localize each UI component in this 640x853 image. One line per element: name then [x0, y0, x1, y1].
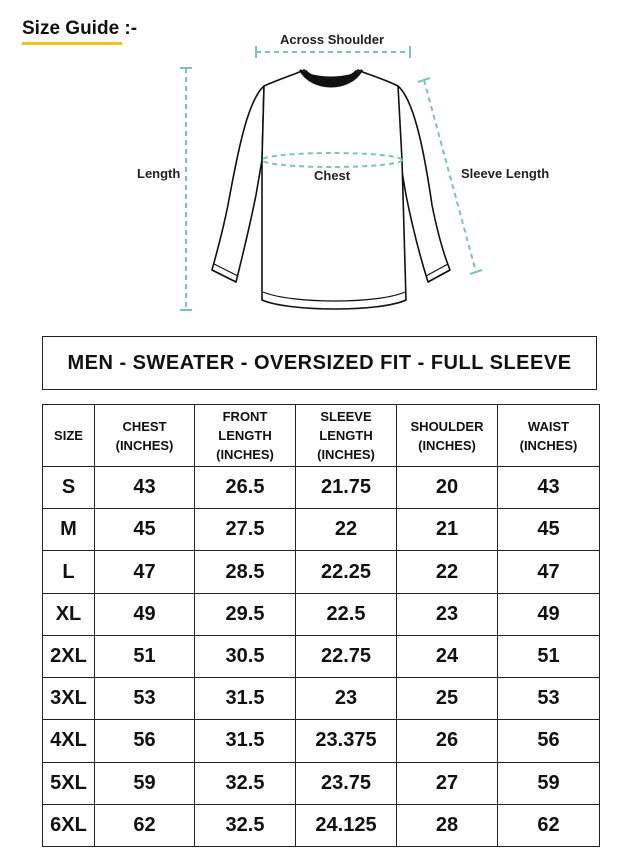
- table-title: MEN - SWEATER - OVERSIZED FIT - FULL SLEEVE: [42, 336, 597, 390]
- label-across-shoulder: Across Shoulder: [280, 32, 385, 47]
- sweater-outline: [212, 70, 450, 309]
- cell-waist: 43: [498, 467, 600, 509]
- cell-front-length: 31.5: [195, 678, 296, 720]
- cell-chest: 47: [95, 551, 195, 593]
- table-row: [43, 593, 600, 635]
- cell-chest: 43: [95, 467, 195, 509]
- cell-size: S: [43, 467, 95, 509]
- cell-size: 5XL: [43, 762, 95, 804]
- size-guide-title: Size Guide :-: [22, 18, 138, 39]
- cell-shoulder: 21: [397, 509, 498, 551]
- header-sleeve-length: SLEEVE LENGTH (INCHES): [296, 405, 397, 467]
- cell-shoulder: 22: [397, 551, 498, 593]
- cell-chest: 53: [95, 678, 195, 720]
- cell-chest: 59: [95, 762, 195, 804]
- cell-sleeve-length: 21.75: [296, 467, 397, 509]
- table-row: [43, 804, 600, 846]
- header-waist: WAIST (INCHES): [498, 405, 600, 467]
- cell-waist: 47: [498, 551, 600, 593]
- cell-size: M: [43, 509, 95, 551]
- cell-front-length: 31.5: [195, 720, 296, 762]
- cell-waist: 49: [498, 593, 600, 635]
- cell-shoulder: 26: [397, 720, 498, 762]
- cell-size: 6XL: [43, 804, 95, 846]
- sweater-diagram: [0, 0, 640, 330]
- cell-waist: 56: [498, 720, 600, 762]
- size-chart-table: [42, 404, 600, 847]
- cell-sleeve-length: 22.75: [296, 635, 397, 677]
- label-sleeve-length: Sleeve Length: [461, 166, 550, 181]
- cell-sleeve-length: 23.375: [296, 720, 397, 762]
- table-row: [43, 509, 600, 551]
- cell-front-length: 29.5: [195, 593, 296, 635]
- cell-shoulder: 23: [397, 593, 498, 635]
- cell-sleeve-length: 23.75: [296, 762, 397, 804]
- cell-shoulder: 25: [397, 678, 498, 720]
- cell-chest: 45: [95, 509, 195, 551]
- cell-sleeve-length: 22.25: [296, 551, 397, 593]
- cell-waist: 51: [498, 635, 600, 677]
- cell-chest: 51: [95, 635, 195, 677]
- cell-sleeve-length: 24.125: [296, 804, 397, 846]
- cell-size: 3XL: [43, 678, 95, 720]
- table-header-row: [43, 405, 600, 467]
- cell-shoulder: 24: [397, 635, 498, 677]
- cell-waist: 59: [498, 762, 600, 804]
- header-shoulder: SHOULDER (INCHES): [397, 405, 498, 467]
- cell-chest: 62: [95, 804, 195, 846]
- table-row: [43, 467, 600, 509]
- cell-sleeve-length: 23: [296, 678, 397, 720]
- cell-front-length: 28.5: [195, 551, 296, 593]
- header-front-length: FRONT LENGTH (INCHES): [195, 405, 296, 467]
- cell-shoulder: 27: [397, 762, 498, 804]
- cell-chest: 49: [95, 593, 195, 635]
- cell-front-length: 27.5: [195, 509, 296, 551]
- cell-shoulder: 20: [397, 467, 498, 509]
- table-row: [43, 720, 600, 762]
- cell-waist: 62: [498, 804, 600, 846]
- cell-size: XL: [43, 593, 95, 635]
- label-length: Length: [137, 166, 181, 181]
- header-size: SIZE: [43, 405, 95, 467]
- cell-waist: 53: [498, 678, 600, 720]
- table-row: [43, 762, 600, 804]
- cell-front-length: 26.5: [195, 467, 296, 509]
- cell-shoulder: 28: [397, 804, 498, 846]
- cell-front-length: 32.5: [195, 762, 296, 804]
- table-row: [43, 635, 600, 677]
- cell-sleeve-length: 22: [296, 509, 397, 551]
- label-chest: Chest: [314, 168, 351, 183]
- table-row: [43, 678, 600, 720]
- cell-front-length: 32.5: [195, 804, 296, 846]
- cell-size: 4XL: [43, 720, 95, 762]
- cell-waist: 45: [498, 509, 600, 551]
- header-chest: CHEST (INCHES): [95, 405, 195, 467]
- table-row: [43, 551, 600, 593]
- cell-front-length: 30.5: [195, 635, 296, 677]
- cell-size: 2XL: [43, 635, 95, 677]
- cell-chest: 56: [95, 720, 195, 762]
- cell-size: L: [43, 551, 95, 593]
- cell-sleeve-length: 22.5: [296, 593, 397, 635]
